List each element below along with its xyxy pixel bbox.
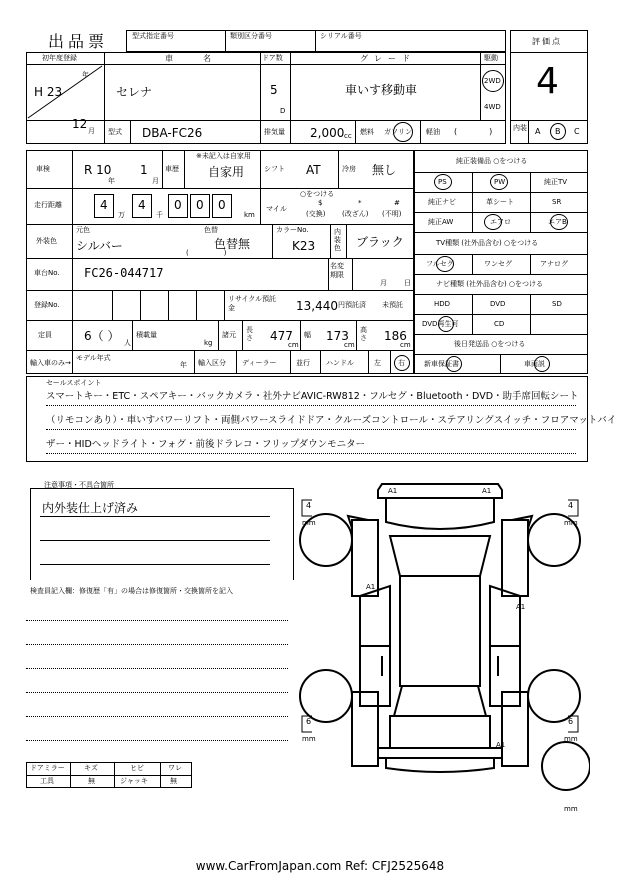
interior-circle-mark: [550, 123, 566, 140]
warranty-circle-mark: [446, 356, 462, 372]
drive-label: 駆動: [484, 54, 498, 62]
hood: [386, 498, 494, 529]
mileage-digit-4: 0: [196, 198, 204, 212]
door-count: 5: [270, 83, 278, 97]
manual-circle-mark: [534, 356, 550, 372]
notes-line-1: 内外装仕上げ済み: [42, 501, 139, 515]
door-type: D: [280, 107, 286, 115]
model-approval-label: 型式指定番号: [132, 32, 174, 40]
header-id-box: [126, 30, 506, 52]
damage-mark-right: A1: [516, 603, 526, 611]
roof: [400, 576, 480, 686]
handle-circle-mark: [394, 355, 410, 371]
drive-circle-mark: [482, 70, 504, 92]
front-left-tire-depth: 4: [306, 501, 312, 510]
aero-circle-mark: [484, 214, 502, 230]
original-color: シルバー: [76, 239, 123, 253]
model-value: DBA-FC26: [142, 126, 203, 140]
rear-right-tire: [528, 670, 580, 722]
capacity-value: 6（ ）: [84, 329, 120, 343]
serial-label: シリアル番号: [320, 32, 362, 40]
damage-mark-rear: A1: [496, 741, 506, 749]
score-value: 4: [536, 61, 559, 102]
fuel-circle-mark: [393, 122, 413, 142]
spare-tire: [542, 742, 590, 790]
ps-circle-mark: [434, 174, 452, 190]
footer-watermark: www.CarFromJapan.com Ref: CFJ2525648: [195, 859, 445, 873]
color-no-value: K23: [292, 239, 316, 253]
height-value: 186: [384, 329, 407, 343]
first-reg-month: 12: [72, 117, 88, 131]
car-name-value: セレナ: [116, 85, 153, 99]
rear-left-tire-depth: 6: [306, 717, 312, 726]
spare-tire-unit: mm: [564, 805, 578, 813]
length-value: 477: [270, 329, 293, 343]
airbag-circle-mark: [550, 214, 568, 230]
shift-value: AT: [306, 163, 321, 177]
mileage-digit-2: 4: [138, 198, 146, 212]
inspection-month: 1: [140, 163, 148, 177]
car-damage-diagram: [290, 476, 590, 816]
drive-4wd: 4WD: [484, 103, 501, 111]
mileage-digit-3: 0: [174, 198, 182, 212]
windshield: [390, 536, 490, 576]
page-title: 出品票: [48, 32, 109, 51]
mileage-digit-1: 4: [100, 198, 108, 212]
inspection-value: R 10: [84, 163, 112, 177]
dvd-play-circle-mark: [438, 316, 454, 332]
sales-point-line-2: （リモコンあり）・車いすパワーリフト・両側パワースライドドア・クルーズコントロール・ステアリングスイッチ・フロアマットバイ: [46, 415, 617, 426]
damage-mark-front-1: A1: [388, 487, 398, 495]
damage-mark-left: A1: [366, 583, 376, 591]
first-reg-era: H 23: [34, 85, 63, 99]
rear-left-tire: [300, 670, 352, 722]
rear-right-tire-depth: 6: [568, 717, 574, 726]
door-label: ドア数: [262, 54, 283, 62]
first-reg-label: 初年度登録: [42, 54, 77, 62]
category-label: 類別区分番号: [230, 32, 272, 40]
score-label: 評価点: [532, 37, 562, 46]
width-value: 173: [326, 329, 349, 343]
interior-color-value: ブラック: [356, 235, 404, 249]
fuel-gas: ガソリン: [384, 128, 412, 136]
sales-point-line-1: スマートキー・ETC・スペアキー・バックカメラ・社外ナビAVIC-RW812・フルセグ・Bluetooth・DVD・助手席回転シート: [46, 391, 579, 402]
usage-value: 自家用: [208, 165, 245, 179]
drive-2wd: 2WD: [484, 77, 501, 85]
damage-mark-front-2: A1: [482, 487, 492, 495]
fullseg-circle-mark: [436, 256, 454, 272]
recycle-amount: 13,440: [296, 299, 338, 313]
front-right-tire-depth: 4: [568, 501, 574, 510]
mileage-digit-5: 0: [218, 198, 226, 212]
grade-value: 車いす移動車: [345, 83, 418, 97]
displacement-value: 2,000: [310, 126, 345, 140]
car-name-label: 車名: [165, 54, 241, 63]
chassis-number: FC26-044717: [84, 266, 164, 280]
pw-circle-mark: [490, 174, 508, 190]
paint-value: 色替無: [214, 237, 251, 251]
ac-value: 無し: [372, 163, 397, 177]
grade-label: グレード: [360, 54, 416, 63]
sales-point-line-3: ザー・HIDヘッドライト・フォグ・前後ドラレコ・フリップダウンモニター: [46, 439, 366, 450]
